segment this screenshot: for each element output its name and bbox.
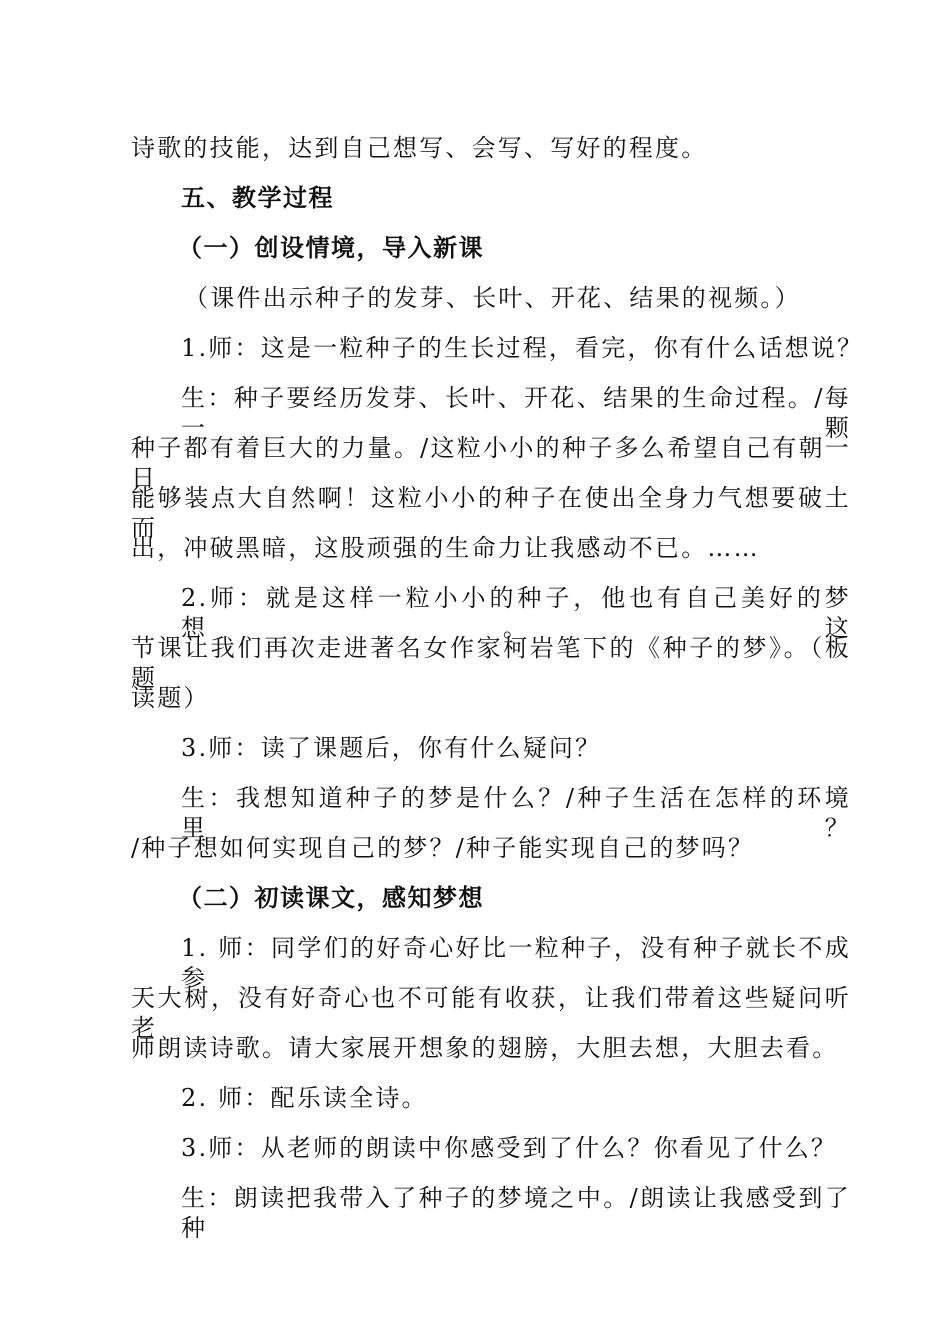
- paragraph-line: 天大树，没有好奇心也不可能有收获，让我们带着这些疑问听老: [131, 984, 851, 1042]
- paragraph-line: （课件出示种子的发芽、长叶、开花、结果的视频。）: [184, 284, 801, 312]
- paragraph-line: 出，冲破黑暗，这股顽强的生命力让我感动不已。……: [131, 534, 760, 562]
- paragraph-line: 读题）: [131, 684, 210, 712]
- paragraph-line: 2. 师：配乐读全诗。: [181, 1084, 428, 1112]
- paragraph-line: 种子都有着巨大的力量。/这粒小小的种子多么希望自己有朝一日: [131, 434, 851, 492]
- section-heading: 五、教学过程: [181, 184, 334, 212]
- paragraph-line: 生：我想知道种子的梦是什么？/种子生活在怎样的环境里？: [181, 784, 851, 842]
- subsection-heading: （二）初读课文，感知梦想: [178, 884, 484, 912]
- paragraph-line: 生：种子要经历发芽、长叶、开花、结果的生命过程。/每一颗: [181, 384, 851, 442]
- paragraph-line: 1.师：这是一粒种子的生长过程，看完，你有什么话想说？: [181, 334, 864, 362]
- paragraph-line: 生：朗读把我带入了种子的梦境之中。/朗读让我感受到了种: [181, 1184, 851, 1242]
- paragraph-line: 1. 师：同学们的好奇心好比一粒种子，没有种子就长不成参: [181, 934, 851, 992]
- paragraph-line: /种子想如何实现自己的梦？/种子能实现自己的梦吗？: [131, 834, 755, 862]
- paragraph-line: 能够装点大自然啊！这粒小小的种子在使出全身力气想要破土而: [131, 484, 851, 542]
- paragraph-line: 3.师：读了课题后，你有什么疑问？: [181, 734, 602, 762]
- paragraph-line: 节课让我们再次走进著名女作家柯岩笔下的《种子的梦》。（板题: [131, 634, 851, 692]
- paragraph-line: 2.师：就是这样一粒小小的种子，他也有自己美好的梦想。这: [181, 584, 851, 642]
- paragraph-line: 3.师：从老师的朗读中你感受到了什么？你看见了什么？: [181, 1134, 838, 1162]
- paragraph-line: 师朗读诗歌。请大家展开想象的翅膀，大胆去想，大胆去看。: [131, 1034, 839, 1062]
- paragraph-line: 诗歌的技能，达到自己想写、会写、写好的程度。: [131, 134, 708, 162]
- subsection-heading: （一）创设情境，导入新课: [178, 234, 484, 262]
